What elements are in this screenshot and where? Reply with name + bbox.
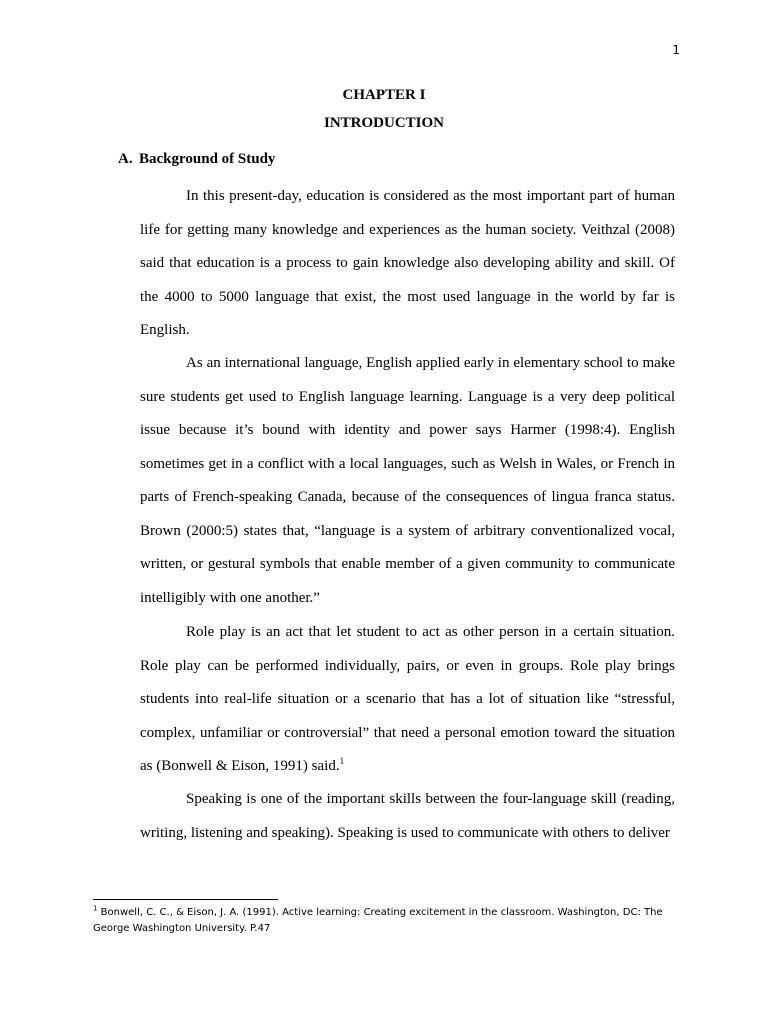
section-marker: A. (118, 151, 133, 167)
paragraph-4: Speaking is one of the important skills between the four-language skill (reading, writing, listening and speaking). Speaking is used to communicate with others to deliver (140, 791, 675, 841)
paragraph-1: In this present-day, education is considered as the most important part of human life for getting many knowledge and experiences as the human society. Veithzal (2008) said that education is a process to gain knowledge also developing ability and skill. Of the 4000 to 5000 language that exist, the most used language in the world by far is English. (140, 188, 675, 338)
chapter-title: INTRODUCTION (323, 115, 444, 131)
paragraph-2: As an international language, English applied early in elementary school to make sure students get used to English language learning. Language is a very deep political issue because it’s bound with identity and power says Harmer (1998:4). English sometimes get in a conflict with a local languages, such as Welsh in Wales, or French in parts of French-speaking Canada, because of the consequences of lingua franca status. Brown (2000:5) states that, “language is a system of arbitrary conventionalized vocal, written, or gestural symbols that enable member of a given community to communicate intelligibly with one another.” (140, 355, 675, 606)
page-number: 1 (672, 43, 680, 57)
section-heading (118, 151, 275, 168)
paragraph-3-text: Role play is an act that let student to act as other person in a certain situation. Role play can be performed individually, pairs, or even in groups. Role play brings students into real-life situation or a scenario that has a lot of situation like “stressful, complex, unfamiliar or controversial” that need a personal emotion toward the situation as (Bonwell & Eison, 1991) said. (140, 624, 675, 774)
paragraph-3 (140, 616, 675, 784)
footnote-text: Bonwell, C. C., & Eison, J. A. (1991). Active learning: Creating excitement in the classroom. Washington, DC: The George Washington University. P.47 (93, 907, 663, 934)
footnote-reference[interactable]: 1 (339, 756, 345, 766)
footnote-marker: 1 (93, 904, 98, 913)
footnote (93, 905, 673, 937)
section-title: Background of Study (139, 151, 276, 167)
footnote-separator (93, 899, 278, 900)
chapter-heading: CHAPTER I (342, 87, 426, 103)
